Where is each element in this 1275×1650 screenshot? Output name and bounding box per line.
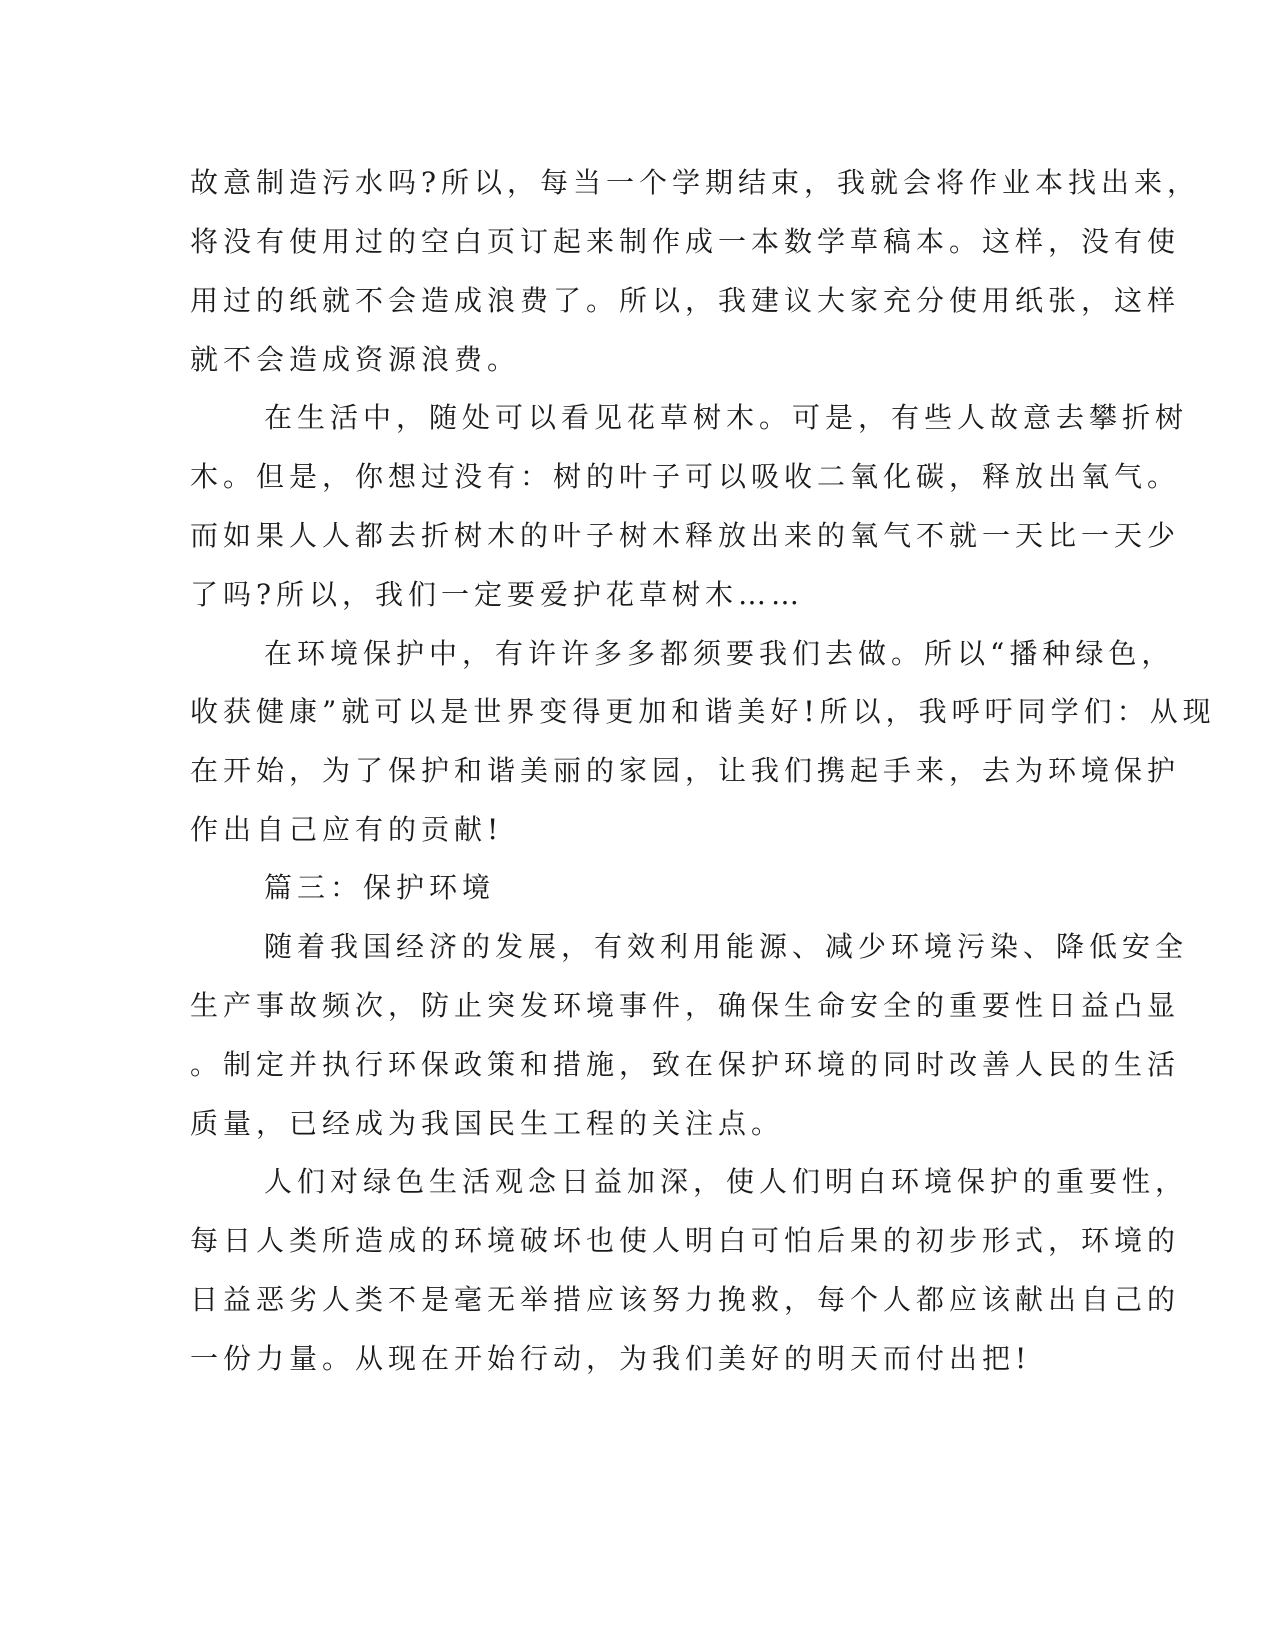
text-line: 木。但是，你想过没有：树的叶子可以吸收二氧化碳，释放出氧气。 (190, 460, 1181, 493)
text-line: 作出自己应有的贡献! (190, 813, 504, 846)
paragraph-first-line: 在环境保护中，有许许多多都须要我们去做。所以“播种绿色， (264, 637, 1175, 670)
paragraph-first-line: 在生活中，随处可以看见花草树木。可是，有些人故意去攀折树 (264, 401, 1189, 434)
text-line: 一份力量。从现在开始行动，为我们美好的明天而付出把! (190, 1342, 1032, 1375)
text-line: 每日人类所造成的环境破坏也使人明白可怕后果的初步形式，环境的 (190, 1224, 1181, 1257)
text-line: 生产事故频次，防止突发环境事件，确保生命安全的重要性日益凸显 (190, 989, 1181, 1022)
text-line: 质量，已经成为我国民生工程的关注点。 (190, 1107, 785, 1140)
section-heading: 篇三：保护环境 (264, 871, 496, 904)
text-line: 用过的纸就不会造成浪费了。所以，我建议大家充分使用纸张，这样 (190, 284, 1181, 317)
paragraph-first-line: 随着我国经济的发展，有效利用能源、减少环境污染、降低安全 (264, 930, 1189, 963)
text-line: 了吗?所以，我们一定要爱护花草树木…… (190, 578, 805, 611)
text-line: 而如果人人都去折树木的叶子树木释放出来的氧气不就一天比一天少 (190, 519, 1181, 552)
text-line: 将没有使用过的空白页订起来制作成一本数学草稿本。这样，没有使 (190, 225, 1181, 258)
text-line: 就不会造成资源浪费。 (190, 343, 521, 376)
paragraph-first-line: 人们对绿色生活观念日益加深，使人们明白环境保护的重要性， (264, 1165, 1189, 1198)
text-line: 故意制造污水吗?所以，每当一个学期结束，我就会将作业本找出来， (190, 166, 1201, 199)
text-line: 收获健康”就可以是世界变得更加和谐美好!所以，我呼吁同学们：从现 (190, 695, 1216, 728)
text-line: 。制定并执行环保政策和措施，致在保护环境的同时改善人民的生活 (190, 1048, 1181, 1081)
text-line: 在开始，为了保护和谐美丽的家园，让我们携起手来，去为环境保护 (190, 754, 1181, 787)
text-line: 日益恶劣人类不是毫无举措应该努力挽救，每个人都应该献出自己的 (190, 1283, 1181, 1316)
